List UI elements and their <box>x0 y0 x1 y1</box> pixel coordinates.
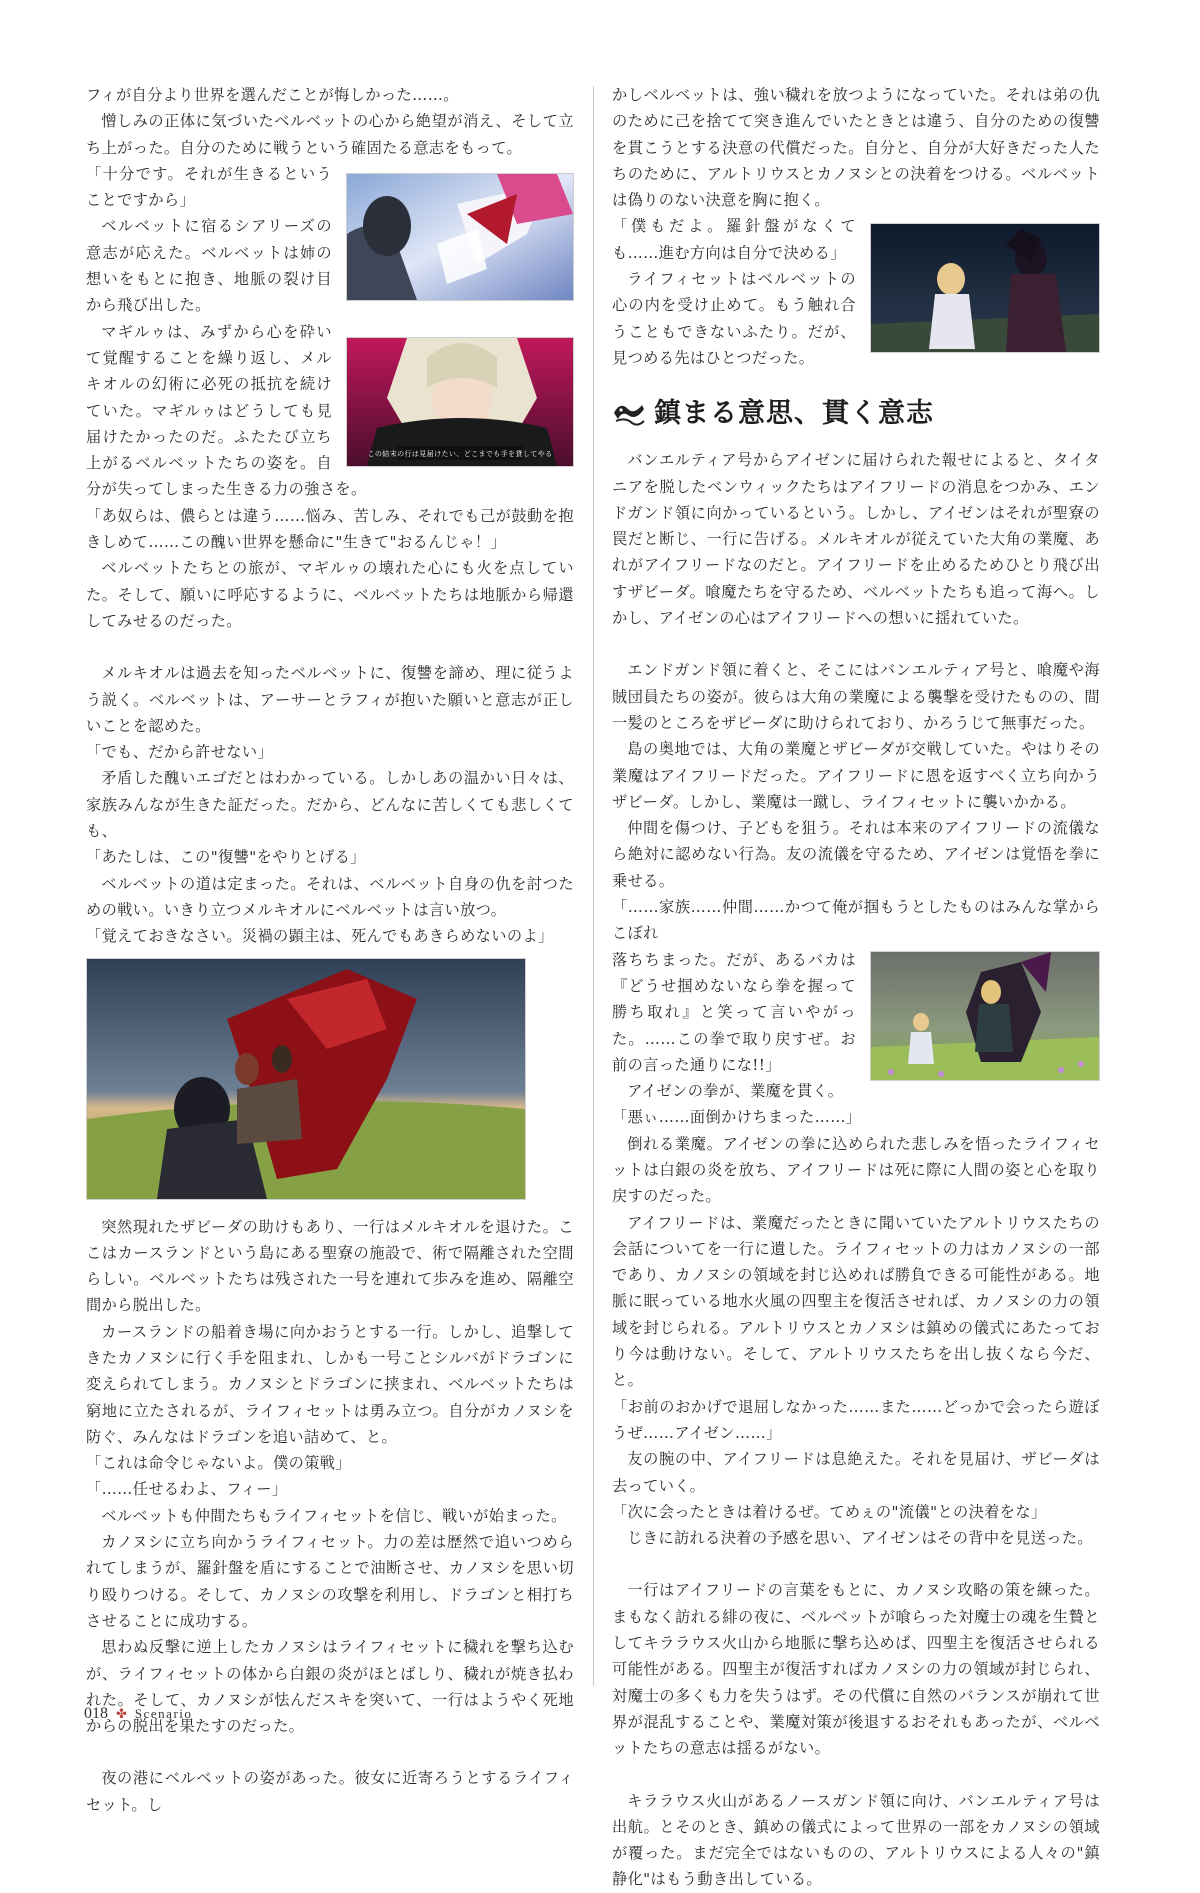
right-block-1 <box>612 82 1100 213</box>
body-paragraph: ベルベットたちとの旅が、マギルゥの壊れた心にも火を点していた。そして、願いに呼応するように、ベルベットたちは地脈から帰還してみせるのだった。 <box>86 559 574 630</box>
quote-paragraph: 「悪ぃ……面倒かけちまった……」 <box>612 1108 862 1127</box>
right-block-2 <box>612 447 1100 946</box>
section-heading <box>612 399 1100 429</box>
body-paragraph: キララウス火山があるノースガンド領に向け、バンエルティア号は出航。とそのとき、鎮めの儀式によって世界の一部をカノヌシの領域が覆った。まだ完全ではないものの、アルトリウスによる人々の"鎮静化"はもう動き出している。 <box>612 1791 1100 1889</box>
body-paragraph: アイフリードは、業魔だったときに聞いていたアルトリウスたちの会話についてを一行に遺した。ライフィセットの力はカノヌシの一部であり、カノヌシの領域を封じ込めれば勝負できる可能性がある。地脈に眠っている地水火風の四聖主を復活させれば、カノヌシの力の領域を封じられる。アルトリウスとカノヌシは鎮めの儀式にあたっており今は動けない。そして、アルトリウスたちを出し抜くなら今だ、と。 <box>612 1213 1100 1390</box>
body-paragraph: ベルベットも仲間たちもライフィセットを信じ、戦いが始まった。 <box>101 1506 567 1525</box>
body-paragraph: マギルゥは、みずから心を砕いて覚醒することを繰り返し、メルキオルの幻術に必死の抵抗を続けていた。マギルゥはどうしても見届けたかったのだ。ふたたび立ち上がるベルベットたちの姿を。自分が失ってしまった生きる力の強さを。 <box>86 322 367 499</box>
quote-paragraph: 「これは命令じゃないよ。僕の策戦」 <box>86 1454 351 1473</box>
quote-paragraph: 「覚えておきなさい。災禍の顕主は、死んでもあきらめないのよ」 <box>86 927 554 946</box>
screenshot-velvet-blades-image <box>347 174 573 300</box>
screenshot-magilou <box>346 337 574 467</box>
left-block-3 <box>86 1214 574 1819</box>
quote-paragraph: 「あ奴らは、儂らとは違う……悩み、苦しみ、それでも己が鼓動を抱きしめて……この醜い世界を懸命に"生きて"おるんじゃ！」 <box>86 506 574 552</box>
left-column <box>86 82 574 1818</box>
body-paragraph: 夜の港にベルベットの姿があった。彼女に近寄ろうとするライフィセット。し <box>86 1769 574 1814</box>
body-paragraph: バンエルティア号からアイゼンに届けられた報せによると、タイタニアを脱したベンウィックたちはアイフリードの消息をつかみ、エンドガンド領に向かっているという。しかし、アイゼンはそれが聖寮の罠だと断じ、一行に告げる。メルキオルが従えていた大角の業魔、あれがアイフリードなのだと。アイフリードを止めるためひとり飛び出すザビーダ。喰魔たちを守るため、ベルベットたちも追って海へ。しかし、アイゼンの心はアイフリードへの想いに揺れていた。 <box>612 451 1100 628</box>
body-paragraph: アイゼンの拳が、業魔を貫く。 <box>627 1082 844 1101</box>
body-paragraph: 憎しみの正体に気づいたベルベットの心から絶望が消え、そして立ち上がった。自分のために戦うという確固たる意志をもって。 <box>86 112 574 157</box>
quote-paragraph: 「次に会ったときは着けるぜ。てめぇの"流儀"との決着をな」 <box>612 1502 1047 1521</box>
paragraph-gap <box>86 634 574 660</box>
screenshot-eizen-punch <box>870 951 1100 1081</box>
section-heading-text: 鎮まる意思、貫く意志 <box>654 398 934 430</box>
body-paragraph: 仲間を傷つけ、子どもを狙う。それは本来のアイフリードの流儀なら絶対に認めない行為。友の流儀を守るため、アイゼンは覚悟を拳に乗せる。 <box>612 819 1100 890</box>
paragraph-gap <box>612 1762 1100 1788</box>
quote-paragraph: 落ちちまった。だが、あるバカは『どうせ掴めないなら拳を握って勝ち取れ』と笑って言いやがった。……この拳で取り戻すぜ。お前の言った通りにな!!」 <box>612 950 856 1074</box>
quote-paragraph: 「……任せるわよ、フィー」 <box>86 1480 288 1499</box>
body-paragraph: ライフィセットはベルベットの心の内を受け止めて。もう触れ合うこともできないふたり。だが、見つめる先はひとつだった。 <box>612 270 856 367</box>
body-paragraph: カノヌシに立ち向かうライフィセット。力の差は歴然で追いつめられてしまうが、羅針盤を盾にすることで油断させ、カノヌシを思い切り殴りつける。そして、カノヌシの攻撃を利用し、ドラゴンと相打ちさせることに成功する。 <box>86 1533 574 1630</box>
screenshot-magilou-image <box>347 338 573 466</box>
column-divider <box>593 86 594 1686</box>
right-column <box>612 82 1100 1893</box>
quote-paragraph: 「僕もだよ。羅針盤がなくても……進む方向は自分で決める」 <box>612 217 856 262</box>
left-block-2 <box>86 503 574 950</box>
body-paragraph: カースランドの船着き場に向かおうとする一行。しかし、追撃してきたカノヌシに行く手を阻まれ、しかも一号ことシルバがドラゴンに変えられてしまう。カノヌシとドラゴンに挟まれ、ベルベットたちは窮地に立たされるが、ライフィセットは勇み立つ。自分がカノヌシを防ぐ、みんなはドラゴンを追い詰めて、と。 <box>86 1322 574 1446</box>
quote-paragraph: フィが自分より世界を選んだことが悔しかった……。 <box>86 86 459 104</box>
footer-ornament: ✤ <box>116 1706 127 1721</box>
screenshot-laphicet-velvet-image <box>871 224 1099 352</box>
screenshot-eizen-punch-image <box>871 952 1099 1080</box>
section-label: Scenario <box>134 1706 193 1721</box>
quote-paragraph: 「お前のおかげで退屈しなかった……また……どっかで会ったら遊ぼうぜ……アイゼン……」 <box>612 1397 1100 1442</box>
paragraph-gap <box>86 1739 574 1765</box>
body-paragraph: 思わぬ反撃に逆上したカノヌシはライフィセットに穢れを撃ち込むが、ライフィセットの体から白銀の炎がほとばしり、穢れが焼き払われた。そして、カノヌシが怯んだスキを突いて、一行はようやく死地からの脱出を果たすのだった。 <box>86 1638 574 1736</box>
page-number: 018 <box>84 1705 108 1722</box>
body-paragraph: じきに訪れる決着の予感を思い、アイゼンはその背中を見送った。 <box>627 1529 1093 1548</box>
left-block-1 <box>86 82 574 161</box>
body-paragraph: 島の奥地では、大角の業魔とザビーダが交戦していた。やはりその業魔はアイフリードだった。アイフリードに恩を返すべく立ち向かうザビーダ。しかし、業魔は一蹴し、ライフィセットに襲いかかる。 <box>612 740 1100 811</box>
right-block-3 <box>612 1131 1100 1893</box>
body-paragraph: メルキオルは過去を知ったベルベットに、復讐を諦め、理に従うよう説く。ベルベットは、アーサーとラフィが抱いた願いと意志が正しいことを認めた。 <box>86 664 574 735</box>
quote-paragraph: 「でも、だから許せない」 <box>86 743 274 762</box>
quote-paragraph: 「あたしは、この"復讐"をやりとげる」 <box>86 848 366 867</box>
paragraph-gap <box>612 1551 1100 1577</box>
body-paragraph: エンドガンド領に着くと、そこにはバンエルティア号と、喰魔や海賊団員たちの姿が。彼らは大角の業魔による襲撃を受けたものの、間一髪のところをザビーダに助けられており、かろうじて無事だった。 <box>612 661 1100 732</box>
magilou-subtitle: この結末の行は見届けたい、どこまでも手を貸してやる <box>367 449 553 458</box>
page-footer <box>84 1705 192 1723</box>
quote-paragraph: 「……家族……仲間……かつて俺が掴もうとしたものはみんな掌からこぼれ <box>612 898 1100 943</box>
body-paragraph: 矛盾した醜いエゴだとはわかっている。しかしあの温かい日々は、家族みんなが生きた証だった。だから、どんなに苦しくても悲しくても、 <box>86 769 574 841</box>
body-paragraph: 倒れる業魔。アイゼンの拳に込められた悲しみを悟ったライフィセットは白銀の炎を放ち、アイフリードは死に際に人間の姿と心を取り戻すのだった。 <box>612 1134 1100 1206</box>
screenshot-velvet-party <box>86 958 526 1200</box>
body-paragraph: ベルベットに宿るシアリーズの意志が応えた。ベルベットは姉の想いをもとに抱き、地脈の裂け目から飛び出した。 <box>86 217 332 315</box>
body-paragraph: ベルベットの道は定まった。それは、ベルベット自身の仇を討つための戦い。いきり立つメルキオルにベルベットは言い放つ。 <box>86 874 574 919</box>
body-paragraph: 突然現れたザビーダの助けもあり、一行はメルキオルを退けた。ここはカースランドという島にある聖寮の施設で、術で隔離された空間らしい。ベルベットたちは残された一号を連れて歩みを進め、隔離空間から脱出した。 <box>86 1217 574 1315</box>
body-paragraph: 一行はアイフリードの言葉をもとに、カノヌシ攻略の策を練った。まもなく訪れる緋の夜に、ベルベットが喰らった対魔士の魂を生贄としてキララウス火山から地脈に撃ち込めば、四聖主を復活させられる可能性がある。四聖主が復活すればカノヌシの力の領域が封じられ、対魔士の多くも力を失うはず。その代償に自然のバランスが崩れて世界が混乱することや、業魔対策が後退するおそれもあったが、ベルベットたちの意志は揺るがない。 <box>612 1581 1100 1758</box>
paragraph-gap <box>612 631 1100 657</box>
screenshot-velvet-party-image <box>87 959 525 1199</box>
dragon-ornament-icon <box>612 399 646 429</box>
screenshot-velvet-blades <box>346 173 574 301</box>
body-paragraph: 友の腕の中、アイフリードは息絶えた。それを見届け、ザビーダは去っていく。 <box>612 1450 1100 1495</box>
quote-paragraph: 「十分です。それが生きるということですから」 <box>86 164 332 210</box>
screenshot-laphicet-velvet <box>870 223 1100 353</box>
body-paragraph: かしベルベットは、強い穢れを放つようになっていた。それは弟の仇のために己を捨てて突き進んでいたときとは違う、自分のための復讐を貫こうとする決意の代償だった。自分と、自分が大好きだった人たちのために、アルトリウスとカノヌシとの決着をつける。ベルベットは偽りのない決意を胸に抱く。 <box>612 86 1100 210</box>
